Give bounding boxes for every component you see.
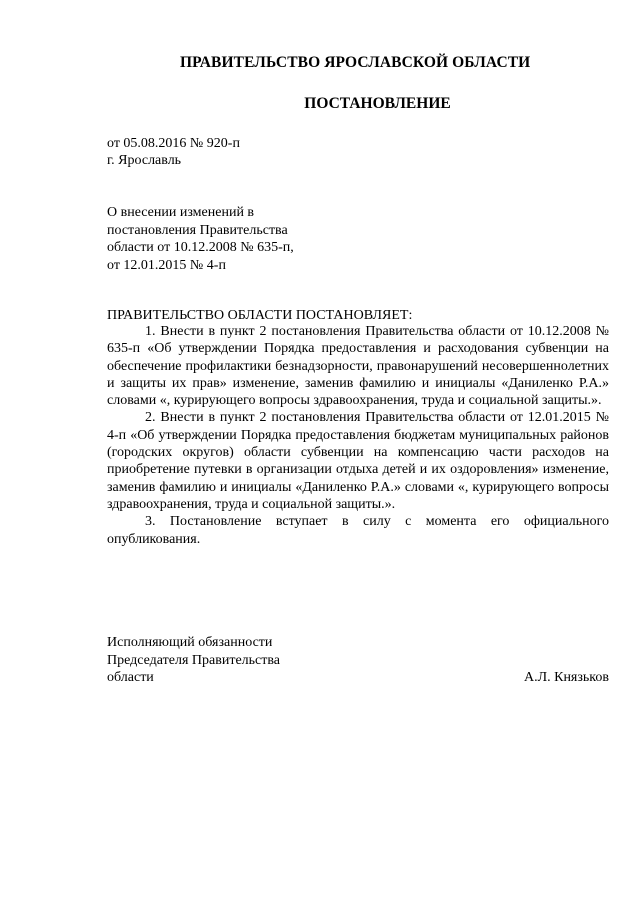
signature-row	[107, 669, 609, 687]
decree-paragraph-3: 3. Постановление вступает в силу с момента его официального опубликования.	[107, 514, 609, 547]
signatory-name: А.Л. Князьков	[524, 670, 609, 685]
signatory-position-line-3: области	[107, 670, 154, 685]
subject-line: О внесении изменений в	[107, 205, 255, 220]
decree-paragraph-1: 1. Внести в пункт 2 постановления Правительства области от 10.12.2008 № 635-п «Об утверждении Порядка предоставления и расходования субвенции на обеспечение профилактики безнадзорности, правонарушений несовершеннолетних и защиты их прав» изменение, заменив фамилию и инициалы «Даниленко Р.А.» словами «, курирующего вопросы здравоохранения, труда и социальной защиты.».	[107, 324, 609, 409]
signatory-position-line-2: Председателя Правительства	[107, 652, 281, 668]
signature-block	[107, 634, 609, 687]
subject-line: области от 10.12.2008 № 635-п,	[107, 240, 294, 255]
organization-title: ПРАВИТЕЛЬСТВО ЯРОСЛАВСКОЙ ОБЛАСТИ	[180, 54, 531, 71]
decree-heading: ПРАВИТЕЛЬСТВО ОБЛАСТИ ПОСТАНОВЛЯЕТ:	[107, 308, 413, 323]
subject-block	[107, 204, 294, 274]
document-type: ПОСТАНОВЛЕНИЕ	[304, 95, 451, 112]
subject-line: постановления Правительства	[107, 222, 288, 238]
signatory-position-line-1: Исполняющий обязанности	[107, 635, 273, 650]
date-number: от 05.08.2016 № 920-п	[107, 136, 240, 151]
document-meta	[107, 135, 240, 169]
city: г. Ярославль	[107, 153, 182, 168]
decree-paragraph-2: 2. Внести в пункт 2 постановления Правительства области от 12.01.2015 № 4-п «Об утверждении Порядка предоставления бюджетам муниципальных районов (городских округов) области субвенции на компенсацию части расходов на приобретение путевки в организации отдыха детей и их оздоровления» изменение, заменив фамилию и инициалы «Даниленко Р.А.» словами «, курирующего вопросы здравоохранения, труда и социальной защиты.».	[107, 410, 609, 512]
decree-body	[107, 323, 609, 548]
subject-line: от 12.01.2015 № 4-п	[107, 257, 226, 273]
